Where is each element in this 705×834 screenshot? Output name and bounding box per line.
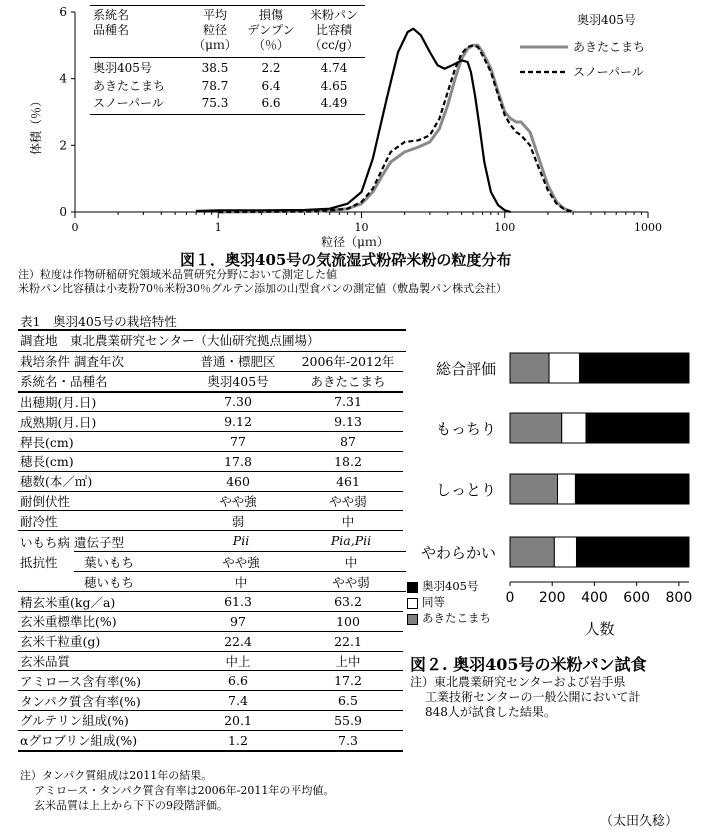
table-row: 穂長(cm) 17.8 18.2 xyxy=(18,451,403,471)
fig1-y-tick-label: 2 xyxy=(59,138,67,153)
table-row: 精玄米重(kg／a) 61.3 63.2 xyxy=(18,592,403,611)
fig1-legend-akita: あきたこまち xyxy=(573,40,646,54)
table-row: 玄米重標準比(%) 97 100 xyxy=(18,611,403,631)
fig2-bar-segment xyxy=(549,353,580,383)
fig2-category-label: やわらかい xyxy=(420,544,496,562)
table-row: 耐倒伏性 やや強 やや弱 xyxy=(18,491,403,511)
table-row: 栽培条件 調査年次 普通・標肥区 2006年-2012年 xyxy=(18,352,403,371)
blast-gene-akita: Pia,Pii xyxy=(330,533,372,549)
inset-rows-names: 奥羽405号 あきたこまち スノーパール xyxy=(93,61,166,110)
fig2-x-tick-label: 200 xyxy=(538,590,566,606)
fig1-y-tick-label: 0 xyxy=(59,205,67,219)
fig1-x-tick-label: 0 xyxy=(71,221,79,234)
inset-rows-size: 38.5 78.7 75.3 xyxy=(201,61,229,110)
legend-swatch-akita xyxy=(407,614,418,625)
table1-note-1: 注）タンパク質組成は2011年の結果。 xyxy=(20,769,213,782)
blast-gene-ou405: Pii xyxy=(232,533,250,549)
fig2-bar-segment xyxy=(510,353,549,383)
table-row: 玄米品質 中上 上中 xyxy=(18,651,403,671)
inset-h-col3: 損傷 デンプン （％） xyxy=(247,8,295,52)
fig2-bar-segment xyxy=(576,537,689,567)
table-row: 出穂期(月.日) 7.30 7.31 xyxy=(18,392,403,412)
fig2-note-1: 注）東北農業研究センターおよび岩手県 xyxy=(410,675,626,689)
inset-rows-starch: 2.2 6.4 6.6 xyxy=(261,61,281,110)
table-row: 成熟期(月.日) 9.12 9.13 xyxy=(18,412,403,432)
fig2-x-tick-label: 0 xyxy=(505,590,515,606)
legend-swatch-ou405 xyxy=(407,582,418,593)
fig2-bar-segment xyxy=(575,474,689,504)
fig1-x-tick-label: 1000 xyxy=(634,221,662,234)
fig2-x-tick-label: 600 xyxy=(623,590,651,606)
blast-panicle-ou405: 中 xyxy=(234,575,248,591)
fig2-bar-segment xyxy=(554,537,576,567)
fig1-note-2: 米粉パン比容積は小麦粉70％米粉30％グルテン添加の山型食パンの測定値（敷島製パン株式会社） xyxy=(18,282,508,295)
table-row: 玄米千粒重(g) 22.4 22.1 xyxy=(18,631,403,651)
blast-leaf-label: 葉いもち xyxy=(84,555,135,571)
inset-h-col2: 平均 粒径 （μｍ） xyxy=(193,8,237,52)
fig1-caption: 図１．奥羽405号の気流湿式粉砕米粉の粒度分布 xyxy=(180,251,512,269)
fig2-x-tick-label: 800 xyxy=(665,590,693,606)
blast-leaf-ou405: やや強 xyxy=(222,555,260,571)
fig1-legend-title: 奥羽405号 xyxy=(577,13,636,27)
fig2-x-tick-label: 400 xyxy=(581,590,608,606)
table1-blast-block xyxy=(18,531,406,592)
blast-panicle-label: 穂いもち xyxy=(84,575,135,591)
fig1-ylabel: 体積（％） xyxy=(29,94,43,156)
table-row: αグロブリン組成(%) 1.2 7.3 xyxy=(18,730,403,750)
inset-h-col1: 系統名 品種名 xyxy=(93,8,130,37)
fig2-legend-item: 奥羽405号 xyxy=(407,578,491,594)
table-row: 系統名・品種名 奥羽405号 あきたこまち xyxy=(18,371,403,391)
table-row: アミロース含有率(%) 6.6 17.2 xyxy=(18,671,403,691)
fig2-legend-item: 同等 xyxy=(407,594,491,610)
fig2-xlabel: 人数 xyxy=(584,620,615,638)
table1-note-2: アミロース・タンパク質含有率は2006年-2011年の平均値。 xyxy=(34,784,335,797)
blast-gene-label: 遺伝子型 xyxy=(74,535,125,551)
fig2-bar-segment xyxy=(580,353,689,383)
inset-rows-volume: 4.74 4.65 4.49 xyxy=(320,61,348,110)
fig2-bar-segment xyxy=(557,474,575,504)
fig2-category-label: もっちり xyxy=(435,420,496,438)
table1-site: 調査地 東北農業研究センター（大仙研究拠点圃場） xyxy=(18,329,406,352)
fig1-y-tick-label: 6 xyxy=(59,5,67,19)
table-row: グルテリン組成(%) 20.1 55.9 xyxy=(18,710,403,730)
table-row: 稈長(cm) 77 87 xyxy=(18,432,403,452)
fig2-bar-segment xyxy=(562,413,586,443)
blast-label-1: いもち病 xyxy=(20,535,71,551)
fig2-bar-segment xyxy=(586,413,689,443)
table1 xyxy=(18,329,406,752)
fig2-caption: 図２. 奥羽405号の米粉パン試食 xyxy=(410,655,647,674)
fig2-category-label: しっとり xyxy=(435,481,496,499)
fig2-bar-segment xyxy=(510,474,557,504)
fig1-x-tick-label: 10 xyxy=(354,221,369,234)
fig2-note-3: 848人が試食した結果。 xyxy=(425,705,556,719)
legend-swatch-equal xyxy=(407,598,418,609)
fig2-category-label: 総合評価 xyxy=(435,360,496,378)
table-row: タンパク質含有率(%) 7.4 6.5 xyxy=(18,691,403,711)
inset-h-col4: 米粉パン 比容積 （cc/g） xyxy=(309,8,359,52)
fig1-x-tick-label: 100 xyxy=(494,221,516,234)
fig1-legend-snow: スノーパール xyxy=(573,65,644,79)
author: （太田久稔） xyxy=(600,814,679,829)
fig2-note-2: 工業技術センターの一般公開において計 xyxy=(425,690,641,704)
blast-leaf-akita: 中 xyxy=(344,555,358,571)
table1-title: 表1 奥羽405号の栽培特性 xyxy=(20,314,177,329)
table1-note-3: 玄米品質は上上から下下の9段階評価。 xyxy=(34,799,228,812)
fig2-bar-segment xyxy=(510,413,562,443)
fig2-legend-item: あきたこまち xyxy=(407,610,491,626)
fig1-note-1: 注）粒度は作物研稲研究領域米品質研究分野において測定した値 xyxy=(18,268,337,281)
fig2-bar-segment xyxy=(510,537,554,567)
fig2-legend xyxy=(407,578,491,626)
fig1-y-tick-label: 4 xyxy=(59,71,67,86)
fig1-inset-table xyxy=(90,5,368,115)
table-row: 穂数(本／㎡) 460 461 xyxy=(18,471,403,491)
blast-panicle-akita: やや弱 xyxy=(332,575,370,591)
fig1-x-tick-label: 1 xyxy=(214,221,222,234)
fig1-xlabel: 粒径（μｍ） xyxy=(321,235,389,249)
table-row: 耐冷性 弱 中 xyxy=(18,511,403,531)
blast-label-2: 抵抗性 xyxy=(20,555,58,571)
